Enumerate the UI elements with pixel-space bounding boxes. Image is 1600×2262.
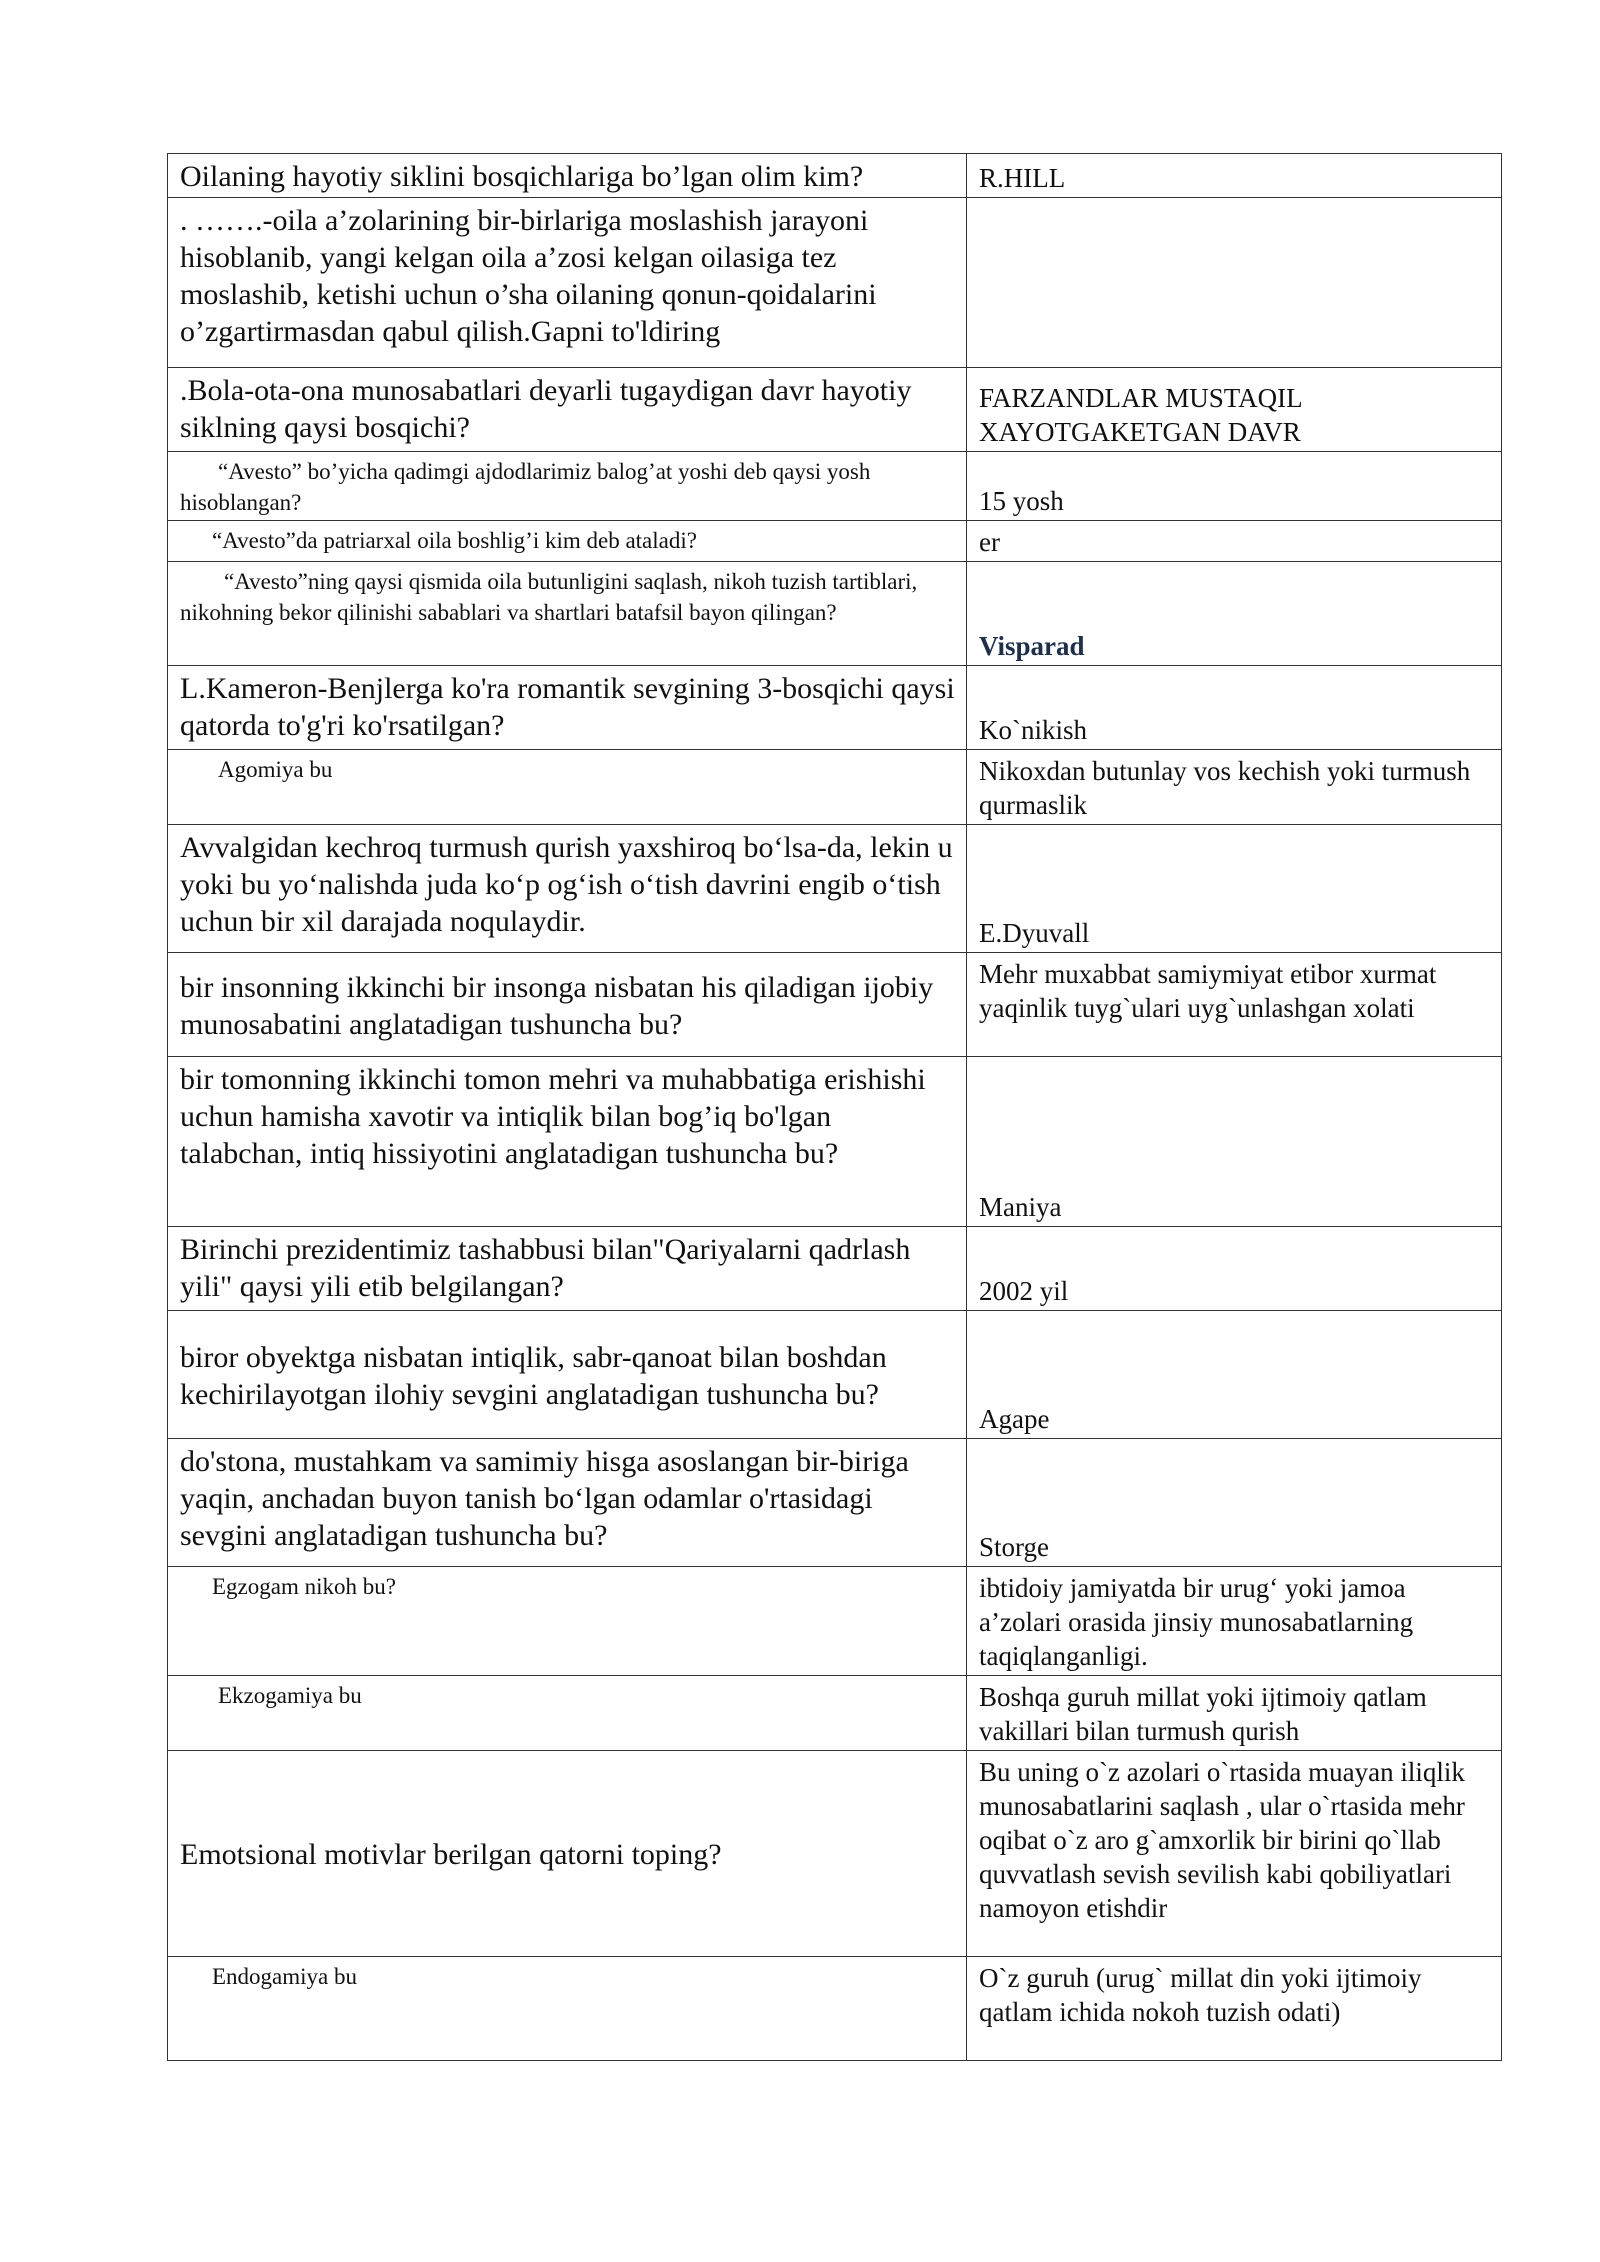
table-row [168, 666, 1502, 750]
table-row [168, 1311, 1502, 1439]
table-row [168, 154, 1502, 198]
answer-cell: ibtidoiy jamiyatda bir urug‘ yoki jamoa a’zolari orasida jinsiy munosabatlarning taqiqlanganligi. [967, 1567, 1502, 1676]
answer-cell: Storge [967, 1439, 1502, 1567]
answer-cell: Ko`nikish [967, 666, 1502, 750]
answer-cell: Maniya [967, 1057, 1502, 1227]
table-row [168, 750, 1502, 825]
question-cell: Avvalgidan kechroq turmush qurish yaxshiroq bo‘lsa-da, lekin u yoki bu yo‘nalishda juda ko‘p og‘ish o‘tish davrini engib o‘tish uchun bir xil darajada noqulaydir. [168, 825, 967, 953]
question-text: “Avesto”ning qaysi qismida oila butunligini saqlash, nikoh tuzish tartiblari, nikohning bekor qilinishi sabablari va shartlari batafsil bayon qilingan? [180, 569, 918, 625]
table-row [168, 1057, 1502, 1227]
answer-cell [967, 198, 1502, 368]
answer-cell: 2002 yil [967, 1227, 1502, 1311]
question-cell: Ekzogamiya bu [168, 1676, 967, 1751]
table-row [168, 825, 1502, 953]
table-row [168, 1676, 1502, 1751]
question-text: “Avesto” bo’yicha qadimgi ajdodlarimiz balog’at yoshi deb qaysi yosh hisoblangan? [180, 459, 871, 515]
question-cell: Agomiya bu [168, 750, 967, 825]
answer-cell: 15 yosh [967, 452, 1502, 521]
question-cell: . …….-oila a’zolarining bir-birlariga moslashish jarayoni hisoblanib, yangi kelgan oila a’zosi kelgan oilasiga tez moslashib, ketishi uchun o’sha oilaning qonun-qoidalarini o’zgartirmasdan qabul qilish.Gapni to'ldiring [168, 198, 967, 368]
question-cell: Egzogam nikoh bu? [168, 1567, 967, 1676]
answer-cell: Bu uning o`z azolari o`rtasida muayan iliqlik munosabatlarini saqlash , ular o`rtasida mehr oqibat o`z aro g`amxorlik bir birini qo`llab quvvatlash sevish sevilish kabi qobiliyatlari namoyon etishdir [967, 1751, 1502, 1957]
table-row [168, 368, 1502, 452]
question-cell: .Bola-ota-ona munosabatlari deyarli tugaydigan davr hayotiy siklning qaysi bosqichi? [168, 368, 967, 452]
question-cell: do'stona, mustahkam va samimiy hisga asoslangan bir-biriga yaqin, anchadan buyon tanish bo‘lgan odamlar o'rtasidagi sevgini anglatadigan tushuncha bu? [168, 1439, 967, 1567]
answer-cell: O`z guruh (urug` millat din yoki ijtimoiy qatlam ichida nokoh tuzish odati) [967, 1957, 1502, 2061]
question-cell: bir insonning ikkinchi bir insonga nisbatan his qiladigan ijobiy munosabatini anglatadigan tushuncha bu? [168, 953, 967, 1057]
question-cell: Birinchi prezidentimiz tashabbusi bilan"Qariyalarni qadrlash yili" qaysi yili etib belgilangan? [168, 1227, 967, 1311]
qa-table [167, 153, 1502, 2061]
answer-cell: Mehr muxabbat samiymiyat etibor xurmat yaqinlik tuyg`ulari uyg`unlashgan xolati [967, 953, 1502, 1057]
question-cell: L.Kameron-Benjlerga ko'ra romantik sevgining 3-bosqichi qaysi qatorda to'g'ri ko'rsatilgan? [168, 666, 967, 750]
table-row [168, 1227, 1502, 1311]
answer-cell: Nikoxdan butunlay vos kechish yoki turmush qurmaslik [967, 750, 1502, 825]
question-cell: Endogamiya bu [168, 1957, 967, 2061]
table-row [168, 1567, 1502, 1676]
answer-cell: E.Dyuvall [967, 825, 1502, 953]
answer-cell: Boshqa guruh millat yoki ijtimoiy qatlam vakillari bilan turmush qurish [967, 1676, 1502, 1751]
question-cell: Oilaning hayotiy siklini bosqichlariga bo’lgan olim kim? [168, 154, 967, 198]
question-cell: biror obyektga nisbatan intiqlik, sabr-qanoat bilan boshdan kechirilayotgan ilohiy sevgini anglatadigan tushuncha bu? [168, 1311, 967, 1439]
table-row [168, 198, 1502, 368]
answer-cell: FARZANDLAR MUSTAQIL XAYOTGAKETGAN DAVR [967, 368, 1502, 452]
question-cell [168, 452, 967, 521]
answer-cell: Visparad [967, 562, 1502, 666]
answer-cell: R.HILL [967, 154, 1502, 198]
table-row [168, 452, 1502, 521]
question-cell: “Avesto”da patriarxal oila boshlig’i kim deb ataladi? [168, 521, 967, 562]
table-row [168, 562, 1502, 666]
table-row [168, 1751, 1502, 1957]
table-row [168, 1957, 1502, 2061]
table-row [168, 521, 1502, 562]
table-row [168, 1439, 1502, 1567]
question-cell [168, 562, 967, 666]
question-cell: bir tomonning ikkinchi tomon mehri va muhabbatiga erishishi uchun hamisha xavotir va intiqlik bilan bog’iq bo'lgan talabchan, intiq hissiyotini anglatadigan tushuncha bu? [168, 1057, 967, 1227]
table-row [168, 953, 1502, 1057]
answer-cell: Agape [967, 1311, 1502, 1439]
question-cell: Emotsional motivlar berilgan qatorni toping? [168, 1751, 967, 1957]
answer-cell: er [967, 521, 1502, 562]
